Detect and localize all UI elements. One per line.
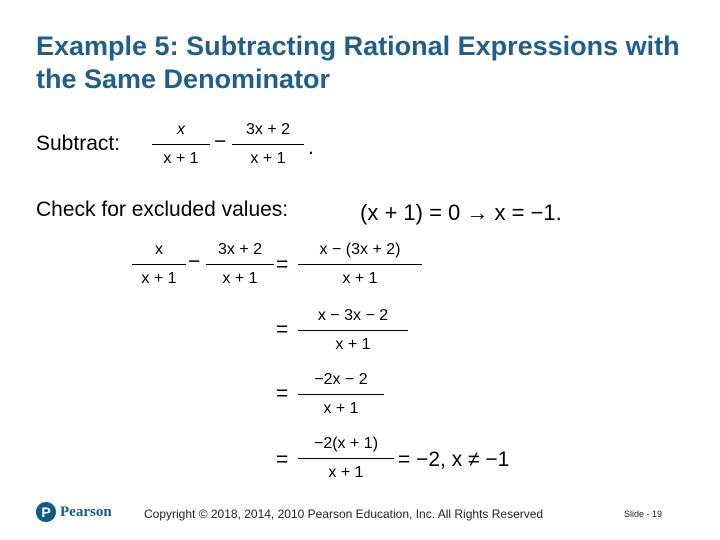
step-1-fraction bbox=[298, 238, 422, 291]
minus-sign: − bbox=[214, 130, 227, 153]
pearson-logo-text: Pearson bbox=[60, 504, 112, 520]
problem-fraction-2-denominator: x + 1 bbox=[250, 150, 286, 168]
period: . bbox=[308, 136, 314, 159]
check-label: Check for excluded values: bbox=[36, 198, 289, 221]
fraction-bar bbox=[298, 330, 408, 331]
step-1-numerator: x − (3x + 2) bbox=[319, 241, 401, 258]
equals-sign: = bbox=[276, 253, 289, 276]
step-lhs-fraction-2-numerator: 3x + 2 bbox=[217, 241, 263, 258]
minus-sign: − bbox=[188, 250, 201, 273]
equals-sign: = bbox=[276, 318, 289, 341]
check-expression: (x + 1) = 0 → x = −1. bbox=[360, 200, 562, 225]
fraction-bar bbox=[232, 144, 304, 145]
step-3-numerator: −2x − 2 bbox=[314, 371, 368, 388]
equals-sign: = bbox=[276, 448, 289, 471]
step-lhs-fraction-1-denominator: x + 1 bbox=[141, 270, 177, 288]
step-3-fraction bbox=[298, 368, 384, 421]
step-4-denominator: x + 1 bbox=[328, 464, 364, 482]
step-2-denominator: x + 1 bbox=[335, 336, 371, 354]
fraction-bar bbox=[132, 264, 186, 265]
step-lhs-fraction-2-denominator: x + 1 bbox=[222, 270, 258, 288]
step-1-denominator: x + 1 bbox=[342, 270, 378, 288]
step-2-fraction bbox=[298, 304, 408, 357]
step-2-numerator: x − 3x − 2 bbox=[317, 307, 389, 324]
problem-fraction-1-denominator: x + 1 bbox=[163, 150, 199, 168]
fraction-bar bbox=[152, 144, 210, 145]
fraction-bar bbox=[298, 264, 422, 265]
problem-fraction-1-numerator: x bbox=[177, 121, 185, 138]
problem-fraction-2-numerator: 3x + 2 bbox=[245, 121, 291, 138]
fraction-bar bbox=[298, 394, 384, 395]
fraction-bar bbox=[298, 458, 394, 459]
equals-sign: = bbox=[276, 382, 289, 405]
slide-number: Slide - 19 bbox=[624, 509, 663, 519]
step-3-denominator: x + 1 bbox=[323, 400, 359, 418]
step-lhs-fraction-2 bbox=[206, 238, 274, 291]
step-lhs-fraction-1-numerator: x bbox=[155, 241, 163, 258]
slide-title: Example 5: Subtracting Rational Expressions with the Same Denominator bbox=[36, 31, 680, 94]
copyright-text: Copyright © 2018, 2014, 2010 Pearson Education, Inc. All Rights Reserved bbox=[144, 507, 544, 521]
step-4-numerator: −2(x + 1) bbox=[313, 435, 379, 452]
pearson-logo-icon: P bbox=[36, 502, 56, 522]
fraction-bar bbox=[206, 264, 274, 265]
problem-fraction-1 bbox=[152, 118, 210, 171]
problem-fraction-2 bbox=[232, 118, 304, 171]
step-lhs-fraction-1 bbox=[132, 238, 186, 291]
step-4-fraction bbox=[298, 432, 394, 485]
final-result: = −2, x ≠ −1 bbox=[398, 448, 510, 471]
subtract-label: Subtract: bbox=[36, 132, 121, 155]
